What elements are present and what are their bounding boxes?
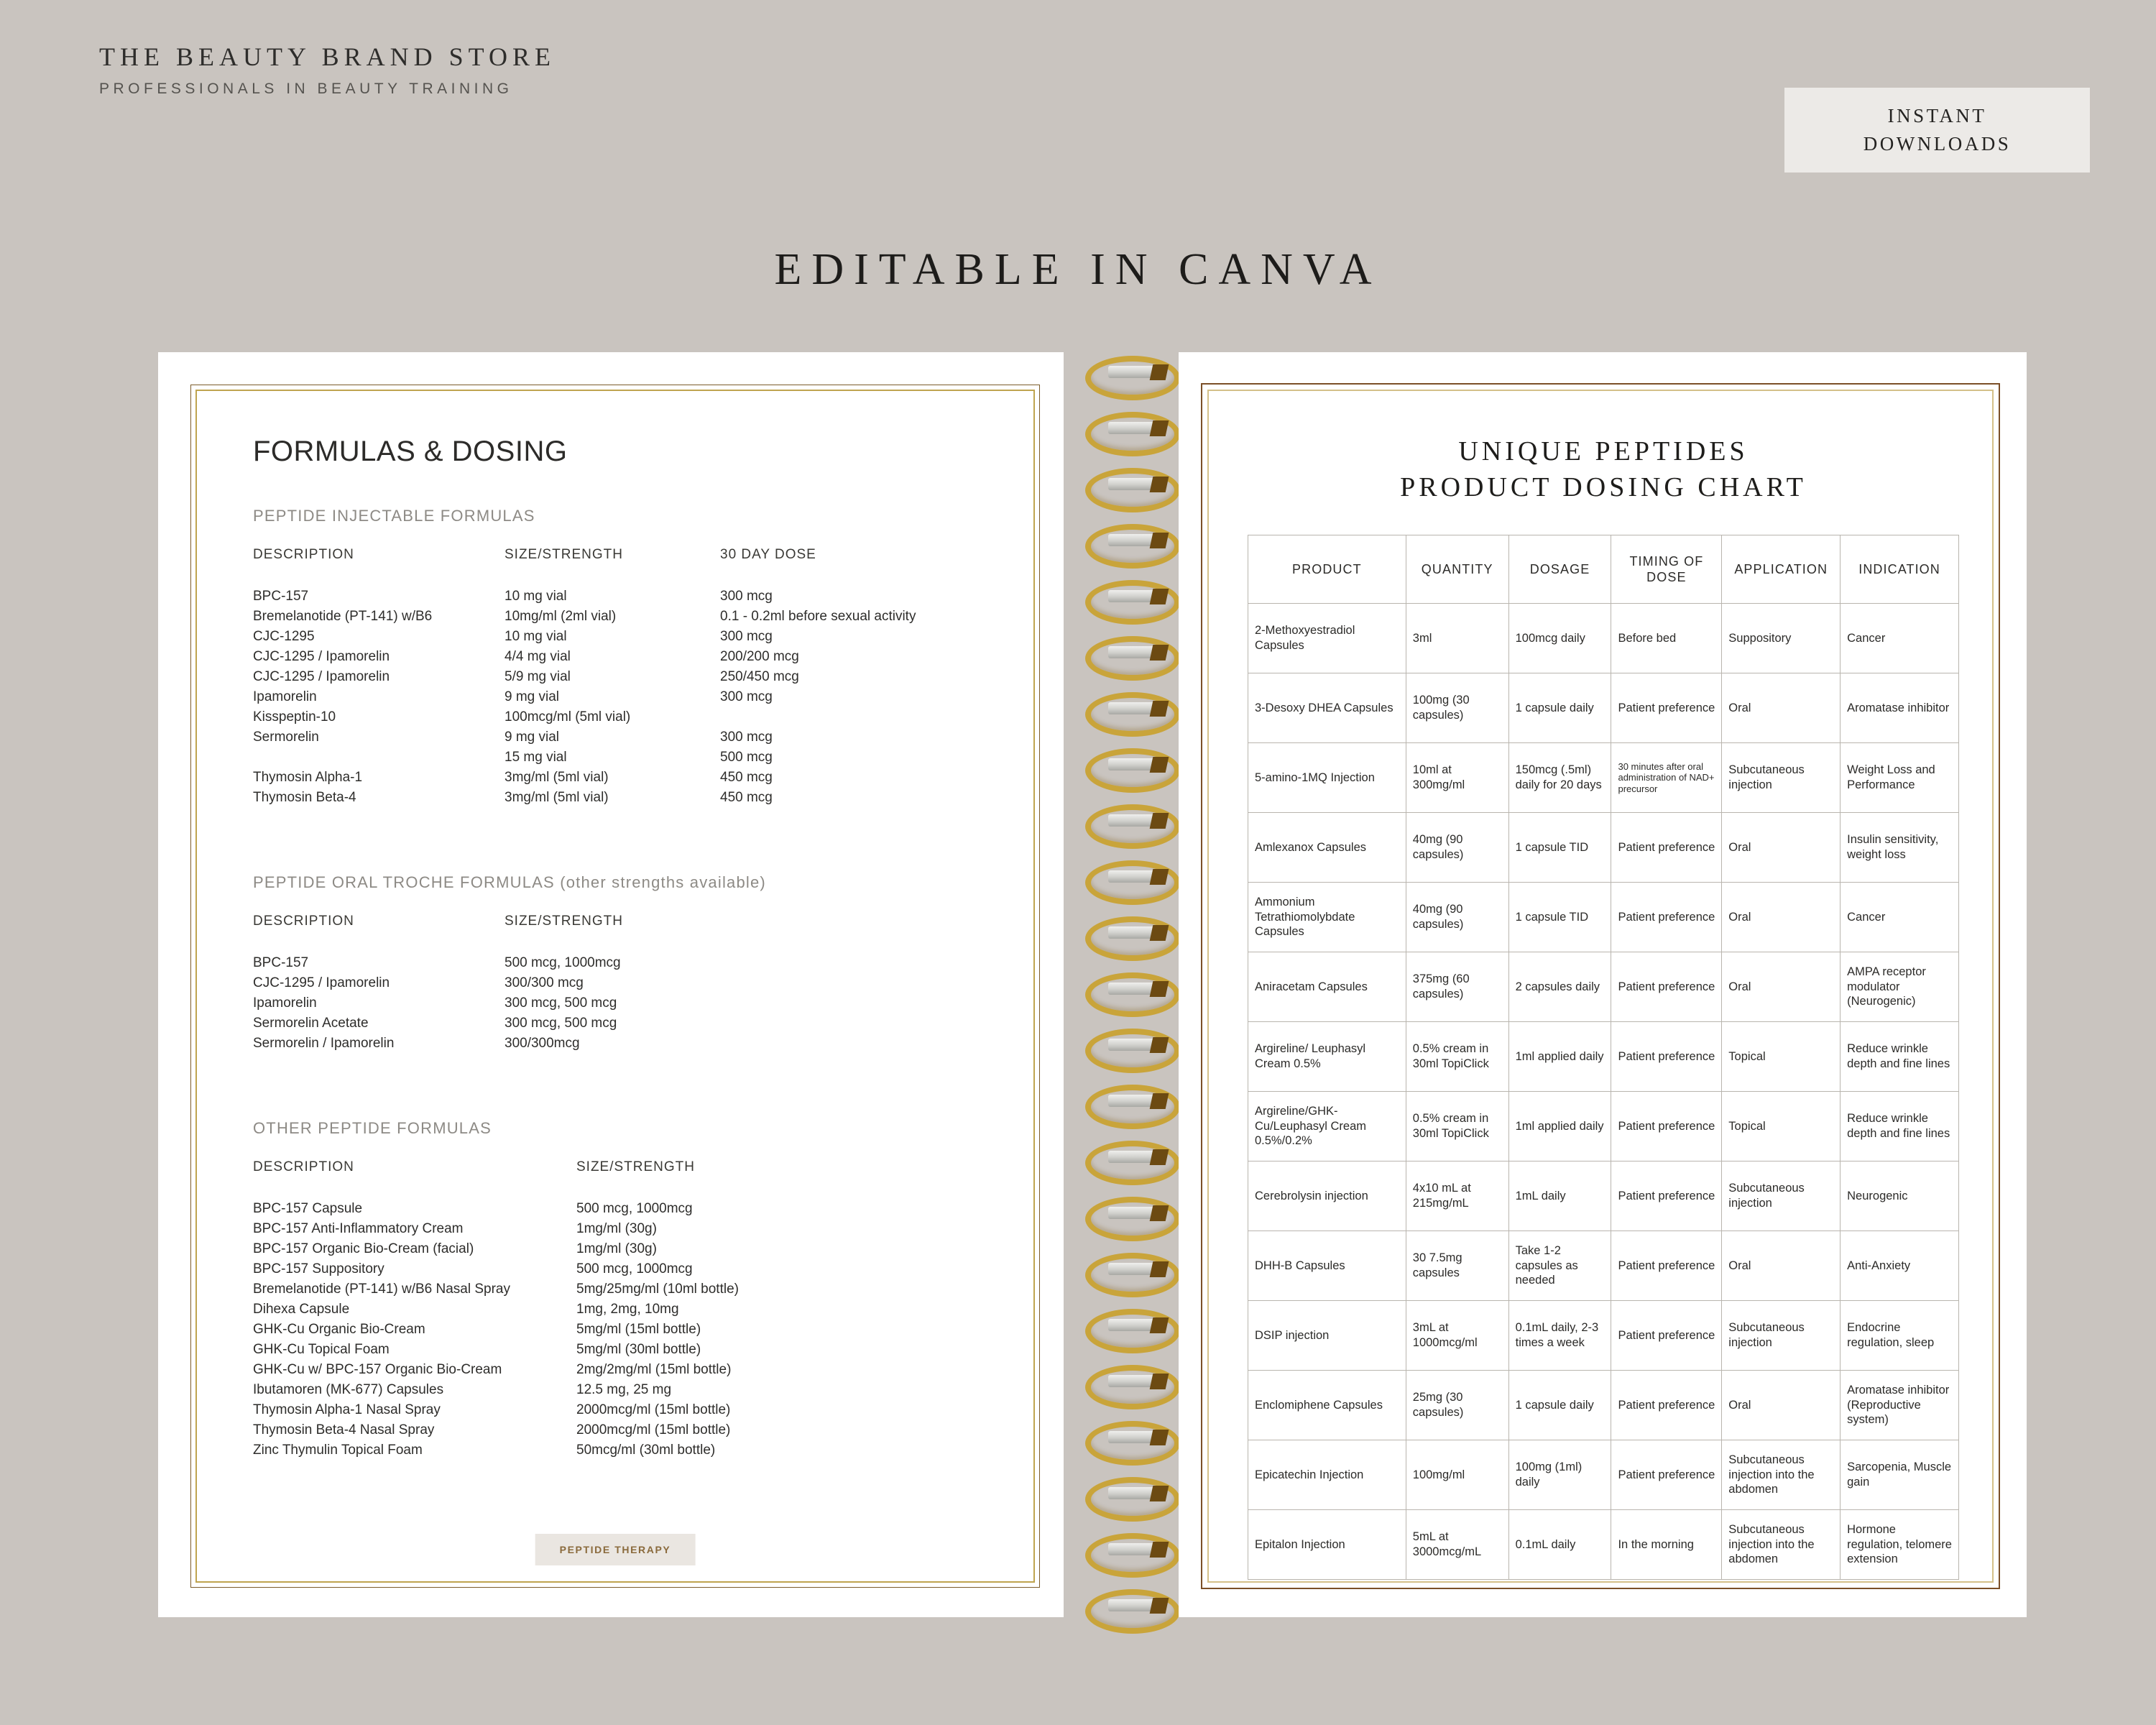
right-page xyxy=(1179,352,2027,1617)
badge-line-1: INSTANT xyxy=(1887,104,1987,126)
col-product: PRODUCT xyxy=(1248,535,1406,604)
spiral-book-mockup xyxy=(158,352,2027,1617)
page-title: EDITABLE IN CANVA xyxy=(774,245,1382,294)
table-row: Bremelanotide (PT-141) w/B6 10mg/ml (2ml vial) 0.1 - 0.2ml before sexual activity xyxy=(253,609,916,624)
table-row: Sermorelin 9 mg vial 300 mcg xyxy=(253,730,773,745)
table-row: BPC-157 Organic Bio-Cream (facial) 1mg/ml (30g) xyxy=(253,1241,657,1256)
col-timing: TIMING OF DOSE xyxy=(1611,535,1722,604)
table-row: 15 mg vial 500 mcg xyxy=(505,750,773,765)
section-heading-other: OTHER PEPTIDE FORMULAS xyxy=(253,1119,492,1137)
table-row: Argireline/GHK-Cu/Leuphasyl Cream 0.5%/0.2% 0.5% cream in 30ml TopiClick 1ml applied daily Patient preference Topical Reduce wrinkle depth and fine lines xyxy=(1248,1092,1959,1162)
brand-block xyxy=(99,42,556,98)
col-header-dose: 30 DAY DOSE xyxy=(720,547,816,562)
table-row: BPC-157 Anti-Inflammatory Cream 1mg/ml (30g) xyxy=(253,1221,657,1236)
table-row: Cerebrolysin injection 4x10 mL at 215mg/mL 1mL daily Patient preference Subcutaneous injection Neurogenic xyxy=(1248,1162,1959,1231)
other-formulas-table xyxy=(253,1159,992,1463)
col-indication: INDICATION xyxy=(1841,535,1959,604)
chart-title-line-2: PRODUCT DOSING CHART xyxy=(1400,472,1807,502)
right-page-content xyxy=(1248,427,1959,1580)
instant-downloads-badge xyxy=(1784,88,2090,172)
col-header-description: DESCRIPTION xyxy=(253,547,354,562)
table-row: Aniracetam Capsules 375mg (60 capsules) 2 capsules daily Patient preference Oral AMPA receptor modulator (Neurogenic) xyxy=(1248,952,1959,1022)
section-heading-troche: PEPTIDE ORAL TROCHE FORMULAS (other strengths available) xyxy=(253,873,766,891)
table-row: DHH-B Capsules 30 7.5mg capsules Take 1-2 capsules as needed Patient preference Oral Anti-Anxiety xyxy=(1248,1231,1959,1301)
chart-title-line-1: UNIQUE PEPTIDES xyxy=(1458,436,1749,466)
table-row: Kisspeptin-10 100mcg/ml (5ml vial) xyxy=(253,709,631,724)
table-row: Zinc Thymulin Topical Foam 50mcg/ml (30ml bottle) xyxy=(253,1443,716,1458)
table-row: CJC-1295 10 mg vial 300 mcg xyxy=(253,629,773,644)
table-row: CJC-1295 / Ipamorelin 300/300 mcg xyxy=(253,975,584,990)
table-row: Enclomiphene Capsules 25mg (30 capsules) 1 capsule daily Patient preference Oral Aromatase inhibitor (Reproductive system) xyxy=(1248,1371,1959,1440)
table-row: Thymosin Alpha-1 3mg/ml (5ml vial) 450 mcg xyxy=(253,770,773,785)
section-heading-injectable: PEPTIDE INJECTABLE FORMULAS xyxy=(253,507,535,525)
table-row: Thymosin Alpha-1 Nasal Spray 2000mcg/ml (15ml bottle) xyxy=(253,1402,731,1417)
troche-table xyxy=(253,914,992,1056)
table-row: Ibutamoren (MK-677) Capsules 12.5 mg, 25 mg xyxy=(253,1382,672,1397)
table-row: 2-Methoxyestradiol Capsules 3ml 100mcg daily Before bed Suppository Cancer xyxy=(1248,604,1959,673)
table-row: Amlexanox Capsules 40mg (90 capsules) 1 capsule TID Patient preference Oral Insulin sensitivity, weight loss xyxy=(1248,813,1959,883)
table-row: BPC-157 Suppository 500 mcg, 1000mcg xyxy=(253,1261,693,1276)
left-page xyxy=(158,352,1064,1617)
table-row: 5-amino-1MQ Injection 10ml at 300mg/ml 150mcg (.5ml) daily for 20 days 30 minutes after oral administration of NAD+ precursor Subcutaneous injection Weight Loss and Performance xyxy=(1248,743,1959,813)
table-row: Ammonium Tetrathiomolybdate Capsules 40mg (90 capsules) 1 capsule TID Patient preference Oral Cancer xyxy=(1248,883,1959,952)
table-row: CJC-1295 / Ipamorelin 5/9 mg vial 250/450 mcg xyxy=(253,669,799,684)
col-header-size: SIZE/STRENGTH xyxy=(505,547,624,562)
col-application: APPLICATION xyxy=(1722,535,1841,604)
table-row: Argireline/ Leuphasyl Cream 0.5% 0.5% cream in 30ml TopiClick 1ml applied daily Patient preference Topical Reduce wrinkle depth and fine lines xyxy=(1248,1022,1959,1092)
right-page-frame xyxy=(1207,390,1994,1583)
col-quantity: QUANTITY xyxy=(1406,535,1508,604)
left-page-title: FORMULAS & DOSING xyxy=(253,436,568,467)
table-row: DSIP injection 3mL at 1000mcg/ml 0.1mL daily, 2-3 times a week Patient preference Subcutaneous injection Endocrine regulation, sleep xyxy=(1248,1301,1959,1371)
table-row: Thymosin Beta-4 3mg/ml (5ml vial) 450 mcg xyxy=(253,790,773,805)
table-row: BPC-157 500 mcg, 1000mcg xyxy=(253,955,621,970)
table-header-row: DESCRIPTION SIZE/STRENGTH xyxy=(253,1159,696,1174)
chart-header-row xyxy=(1248,535,1959,604)
brand-title: THE BEAUTY BRAND STORE xyxy=(99,42,556,71)
table-header-row xyxy=(253,547,992,569)
brand-subtitle: PROFESSIONALS IN BEAUTY TRAINING xyxy=(99,80,513,97)
table-row: GHK-Cu Topical Foam 5mg/ml (30ml bottle) xyxy=(253,1342,701,1357)
left-page-frame xyxy=(195,390,1035,1583)
product-dosing-chart xyxy=(1248,535,1959,1580)
badge-line-2: DOWNLOADS xyxy=(1863,133,2012,155)
table-row: Ipamorelin 300 mcg, 500 mcg xyxy=(253,995,617,1011)
table-row: BPC-157 10 mg vial 300 mcg xyxy=(253,589,773,604)
table-row: BPC-157 Capsule 500 mcg, 1000mcg xyxy=(253,1201,693,1216)
table-header-row: DESCRIPTION SIZE/STRENGTH xyxy=(253,914,624,929)
table-row: Dihexa Capsule 1mg, 2mg, 10mg xyxy=(253,1302,679,1317)
table-row: GHK-Cu Organic Bio-Cream 5mg/ml (15ml bottle) xyxy=(253,1322,701,1337)
table-row: Epicatechin Injection 100mg/ml 100mg (1ml) daily Patient preference Subcutaneous injection into the abdomen Sarcopenia, Muscle gain xyxy=(1248,1440,1959,1510)
table-row: Sermorelin / Ipamorelin 300/300mcg xyxy=(253,1036,580,1051)
table-row: Epitalon Injection 5mL at 3000mcg/mL 0.1mL daily In the morning Subcutaneous injection into the abdomen Hormone regulation, telomere extension xyxy=(1248,1510,1959,1580)
table-row: Thymosin Beta-4 Nasal Spray 2000mcg/ml (15ml bottle) xyxy=(253,1422,731,1438)
col-dosage: DOSAGE xyxy=(1508,535,1611,604)
peptide-therapy-tab: PEPTIDE THERAPY xyxy=(535,1534,696,1565)
table-row: 3-Desoxy DHEA Capsules 100mg (30 capsules) 1 capsule daily Patient preference Oral Aromatase inhibitor xyxy=(1248,673,1959,743)
table-row: Bremelanotide (PT-141) w/B6 Nasal Spray 5mg/25mg/ml (10ml bottle) xyxy=(253,1282,739,1297)
table-row: Ipamorelin 9 mg vial 300 mcg xyxy=(253,689,773,704)
left-page-content xyxy=(253,436,992,1463)
table-row: CJC-1295 / Ipamorelin 4/4 mg vial 200/200 mcg xyxy=(253,649,799,664)
spiral-binding xyxy=(1065,349,1179,1621)
table-row: Sermorelin Acetate 300 mcg, 500 mcg xyxy=(253,1016,617,1031)
table-row: GHK-Cu w/ BPC-157 Organic Bio-Cream 2mg/2mg/ml (15ml bottle) xyxy=(253,1362,732,1377)
injectable-table xyxy=(253,547,992,810)
